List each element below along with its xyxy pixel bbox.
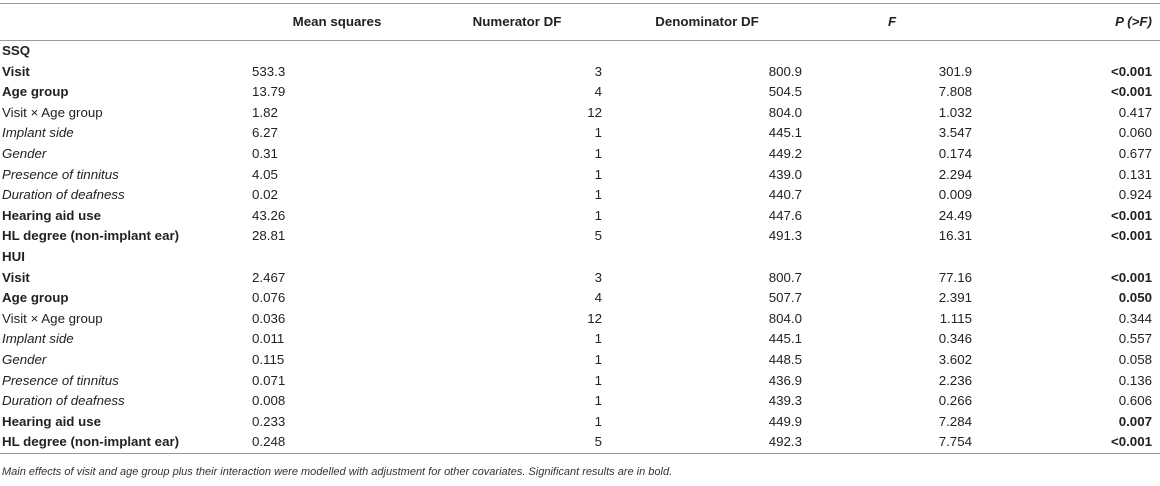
row-label: Visit [2, 269, 30, 285]
cell-f: 0.266 [938, 393, 972, 409]
cell-p: <0.001 [1110, 84, 1152, 100]
row-label: HL degree (non-implant ear) [2, 228, 180, 244]
cell-f: 301.9 [938, 63, 972, 79]
cell-numerator-df: 1 [594, 187, 602, 203]
cell-mean-squares: 6.27 [252, 125, 278, 141]
row-label: Duration of deafness [2, 187, 125, 203]
row-label: Implant side [2, 331, 74, 347]
table-footnote: Main effects of visit and age group plus their interaction were modelled with adjustment for other covariates. Significant results are in bold. [2, 466, 673, 478]
table-header-row [0, 4, 1160, 41]
cell-denominator-df: 436.9 [768, 372, 802, 388]
header-numerator-df: Numerator DF [472, 14, 562, 29]
row-label: Visit × Age group [2, 104, 103, 120]
section-label: HUI [2, 248, 25, 264]
cell-numerator-df: 1 [594, 166, 602, 182]
cell-mean-squares: 0.233 [252, 413, 286, 429]
cell-numerator-df: 1 [594, 125, 602, 141]
section-label: SSQ [2, 43, 31, 58]
table-row [0, 371, 1160, 392]
cell-f: 24.49 [938, 207, 972, 223]
row-label: Presence of tinnitus [2, 166, 119, 182]
table-row [0, 412, 1160, 433]
cell-denominator-df: 804.0 [768, 310, 802, 326]
cell-p: 0.417 [1118, 104, 1152, 120]
cell-numerator-df: 12 [587, 104, 602, 120]
cell-f: 1.115 [939, 310, 972, 326]
cell-numerator-df: 1 [594, 372, 602, 388]
cell-denominator-df: 448.5 [768, 351, 802, 367]
cell-numerator-df: 1 [594, 145, 602, 161]
row-label: HL degree (non-implant ear) [2, 434, 180, 450]
cell-f: 7.808 [938, 84, 972, 100]
cell-denominator-df: 449.2 [768, 145, 802, 161]
cell-denominator-df: 492.3 [768, 434, 802, 450]
cell-denominator-df: 800.7 [768, 269, 802, 285]
table-row [0, 62, 1160, 83]
table-row [0, 144, 1160, 165]
cell-denominator-df: 445.1 [768, 331, 802, 347]
row-label: Visit × Age group [2, 310, 103, 326]
cell-numerator-df: 3 [594, 269, 602, 285]
cell-numerator-df: 1 [594, 351, 602, 367]
cell-f: 0.174 [938, 145, 972, 161]
anova-table [0, 3, 1160, 454]
row-label: Presence of tinnitus [2, 372, 119, 388]
cell-numerator-df: 5 [594, 228, 602, 244]
cell-p: 0.131 [1118, 166, 1152, 182]
cell-numerator-df: 1 [594, 207, 602, 223]
cell-mean-squares: 0.115 [252, 351, 285, 367]
table-row [0, 350, 1160, 371]
cell-mean-squares: 0.248 [252, 434, 286, 450]
table-row [0, 82, 1160, 103]
cell-p: 0.060 [1118, 125, 1152, 141]
cell-mean-squares: 13.79 [252, 84, 286, 100]
cell-f: 2.391 [938, 290, 972, 306]
cell-p: 0.677 [1118, 145, 1152, 161]
cell-denominator-df: 800.9 [768, 63, 802, 79]
cell-f: 1.032 [938, 104, 972, 120]
cell-f: 7.284 [938, 413, 972, 429]
cell-p: 0.136 [1118, 372, 1152, 388]
header-denominator-df: Denominator DF [655, 14, 759, 29]
table-row [0, 391, 1160, 412]
cell-numerator-df: 3 [594, 63, 602, 79]
cell-f: 7.754 [938, 434, 972, 450]
table-row [0, 185, 1160, 206]
cell-p: <0.001 [1110, 434, 1152, 450]
row-label: Gender [2, 351, 47, 367]
table-row [0, 123, 1160, 144]
row-label: Visit [2, 63, 30, 79]
header-p: P (>F) [1115, 14, 1152, 29]
row-label: Age group [2, 290, 69, 306]
cell-numerator-df: 5 [594, 434, 602, 450]
cell-p: <0.001 [1110, 207, 1152, 223]
cell-denominator-df: 440.7 [768, 187, 802, 203]
table-row [0, 206, 1160, 227]
table-row [0, 288, 1160, 309]
cell-p: 0.058 [1118, 351, 1152, 367]
row-label: Gender [2, 145, 47, 161]
table-row [0, 329, 1160, 350]
cell-denominator-df: 504.5 [768, 84, 802, 100]
cell-numerator-df: 4 [594, 84, 602, 100]
header-mean-squares: Mean squares [292, 14, 382, 29]
cell-denominator-df: 447.6 [768, 207, 802, 223]
cell-mean-squares: 0.31 [252, 145, 278, 161]
cell-f: 0.346 [938, 331, 972, 347]
cell-denominator-df: 449.9 [768, 413, 802, 429]
cell-mean-squares: 0.008 [252, 393, 286, 409]
cell-p: <0.001 [1110, 228, 1152, 244]
cell-mean-squares: 43.26 [252, 207, 286, 223]
cell-numerator-df: 4 [594, 290, 602, 306]
cell-f: 3.602 [938, 351, 972, 367]
header-f: F [887, 14, 897, 29]
row-label: Implant side [2, 125, 74, 141]
row-label: Duration of deafness [2, 393, 125, 409]
cell-p: 0.557 [1118, 331, 1152, 347]
table-body [0, 41, 1160, 454]
row-label: Hearing aid use [2, 207, 102, 223]
table-row [0, 103, 1160, 124]
cell-mean-squares: 1.82 [252, 104, 278, 120]
cell-mean-squares: 0.071 [252, 372, 286, 388]
cell-denominator-df: 804.0 [768, 104, 802, 120]
cell-mean-squares: 0.036 [252, 310, 286, 326]
cell-f: 2.294 [938, 166, 972, 182]
table-section-row [0, 41, 1160, 62]
header-label [0, 4, 250, 41]
cell-p: <0.001 [1110, 63, 1152, 79]
cell-p: 0.344 [1118, 310, 1152, 326]
cell-p: 0.606 [1118, 393, 1152, 409]
cell-p: <0.001 [1110, 269, 1152, 285]
cell-numerator-df: 1 [594, 413, 602, 429]
table-row [0, 309, 1160, 330]
cell-denominator-df: 445.1 [768, 125, 802, 141]
cell-p: 0.924 [1118, 187, 1152, 203]
cell-denominator-df: 439.3 [768, 393, 802, 409]
table-row [0, 432, 1160, 453]
cell-f: 0.009 [938, 187, 972, 203]
table-row [0, 226, 1160, 247]
cell-denominator-df: 491.3 [768, 228, 802, 244]
row-label: Age group [2, 84, 69, 100]
cell-denominator-df: 507.7 [768, 290, 802, 306]
cell-mean-squares: 28.81 [252, 228, 286, 244]
cell-numerator-df: 12 [587, 310, 602, 326]
table-row [0, 165, 1160, 186]
cell-f: 77.16 [938, 269, 972, 285]
cell-mean-squares: 0.076 [252, 290, 286, 306]
cell-p: 0.050 [1118, 290, 1152, 306]
cell-f: 3.547 [938, 125, 972, 141]
cell-f: 16.31 [938, 228, 972, 244]
cell-mean-squares: 0.011 [252, 331, 285, 347]
table-row [0, 268, 1160, 289]
cell-mean-squares: 2.467 [252, 269, 286, 285]
cell-p: 0.007 [1118, 413, 1152, 429]
table-section-row [0, 247, 1160, 268]
cell-mean-squares: 0.02 [252, 187, 278, 203]
cell-f: 2.236 [938, 372, 972, 388]
cell-numerator-df: 1 [594, 331, 602, 347]
cell-mean-squares: 4.05 [252, 166, 278, 182]
row-label: Hearing aid use [2, 413, 102, 429]
cell-numerator-df: 1 [594, 393, 602, 409]
cell-denominator-df: 439.0 [768, 166, 802, 182]
cell-mean-squares: 533.3 [252, 63, 286, 79]
